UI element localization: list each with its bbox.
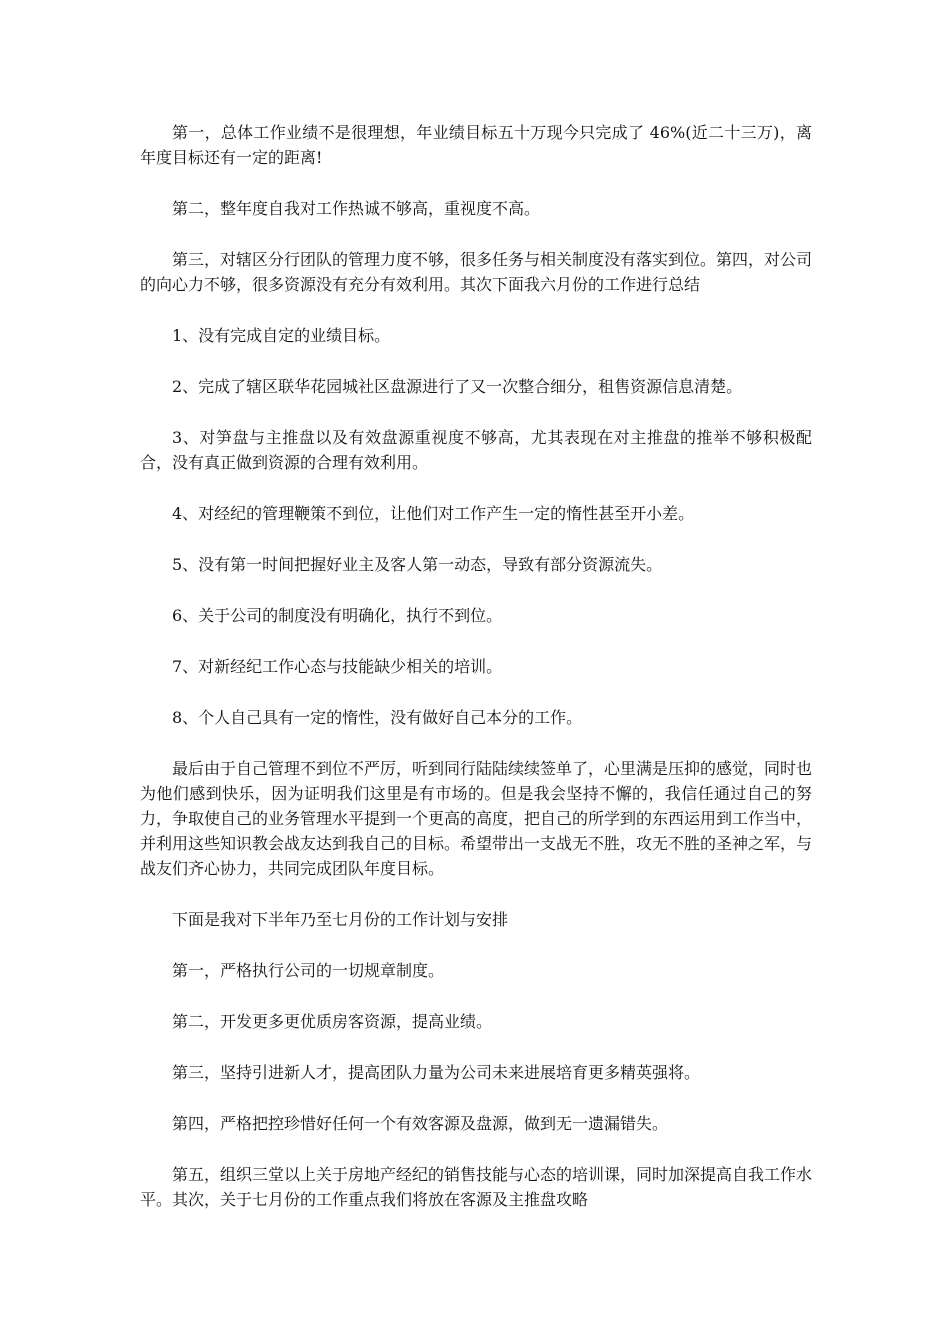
- paragraph: 第二，整年度自我对工作热诚不够高，重视度不高。: [172, 199, 541, 218]
- plan-item: 第三，坚持引进新人才，提高团队力量为公司未来进展培育更多精英强将。: [172, 1063, 701, 1082]
- plan-item: 第一，严格执行公司的一切规章制度。: [172, 961, 445, 980]
- list-item: 5、没有第一时间把握好业主及客人第一动态，导致有部分资源流失。: [172, 555, 663, 574]
- plan-item: 第二，开发更多更优质房客资源，提高业绩。: [172, 1012, 493, 1031]
- section-heading: 下面是我对下半年乃至七月份的工作计划与安排: [172, 910, 509, 929]
- list-item: 7、对新经纪工作心态与技能缺少相关的培训。: [172, 657, 503, 676]
- document-body: [140, 120, 812, 1238]
- list-item: 6、关于公司的制度没有明确化，执行不到位。: [172, 606, 503, 625]
- paragraph: 第一，总体工作业绩不是很理想，年业绩目标五十万现今只完成了 46%(近二十三万)，离年度目标还有一定的距离!: [140, 123, 812, 167]
- list-item: 3、对笋盘与主推盘以及有效盘源重视度不够高，尤其表现在对主推盘的推举不够积极配合，没有真正做到资源的合理有效利用。: [140, 428, 812, 472]
- plan-item: 第五，组织三堂以上关于房地产经纪的销售技能与心态的培训课，同时加深提高自我工作水平。其次，关于七月份的工作重点我们将放在客源及主推盘攻略: [140, 1165, 813, 1209]
- paragraph: 第三，对辖区分行团队的管理力度不够，很多任务与相关制度没有落实到位。第四，对公司的向心力不够，很多资源没有充分有效利用。其次下面我六月份的工作进行总结: [140, 250, 813, 294]
- list-item: 2、完成了辖区联华花园城社区盘源进行了又一次整合细分，租售资源信息清楚。: [172, 377, 743, 396]
- list-item: 8、个人自己具有一定的惰性，没有做好自己本分的工作。: [172, 708, 583, 727]
- list-item: 1、没有完成自定的业绩目标。: [172, 326, 391, 345]
- paragraph: 最后由于自己管理不到位不严厉，听到同行陆陆续续签单了，心里满是压抑的感觉，同时也为他们感到快乐，因为证明我们这里是有市场的。但是我会坚持不懈的，我信任通过自己的努力，争取使自己的业务管理水平提到一个更高的高度，把自己的所学到的东西运用到工作当中，并利用这些知识教会战友达到我自己的目标。希望带出一支战无不胜，攻无不胜的圣神之军，与战友们齐心协力，共同完成团队年度目标。: [140, 759, 813, 878]
- list-item: 4、对经纪的管理鞭策不到位，让他们对工作产生一定的惰性甚至开小差。: [172, 504, 695, 523]
- plan-item: 第四，严格把控珍惜好任何一个有效客源及盘源，做到无一遗漏错失。: [172, 1114, 669, 1133]
